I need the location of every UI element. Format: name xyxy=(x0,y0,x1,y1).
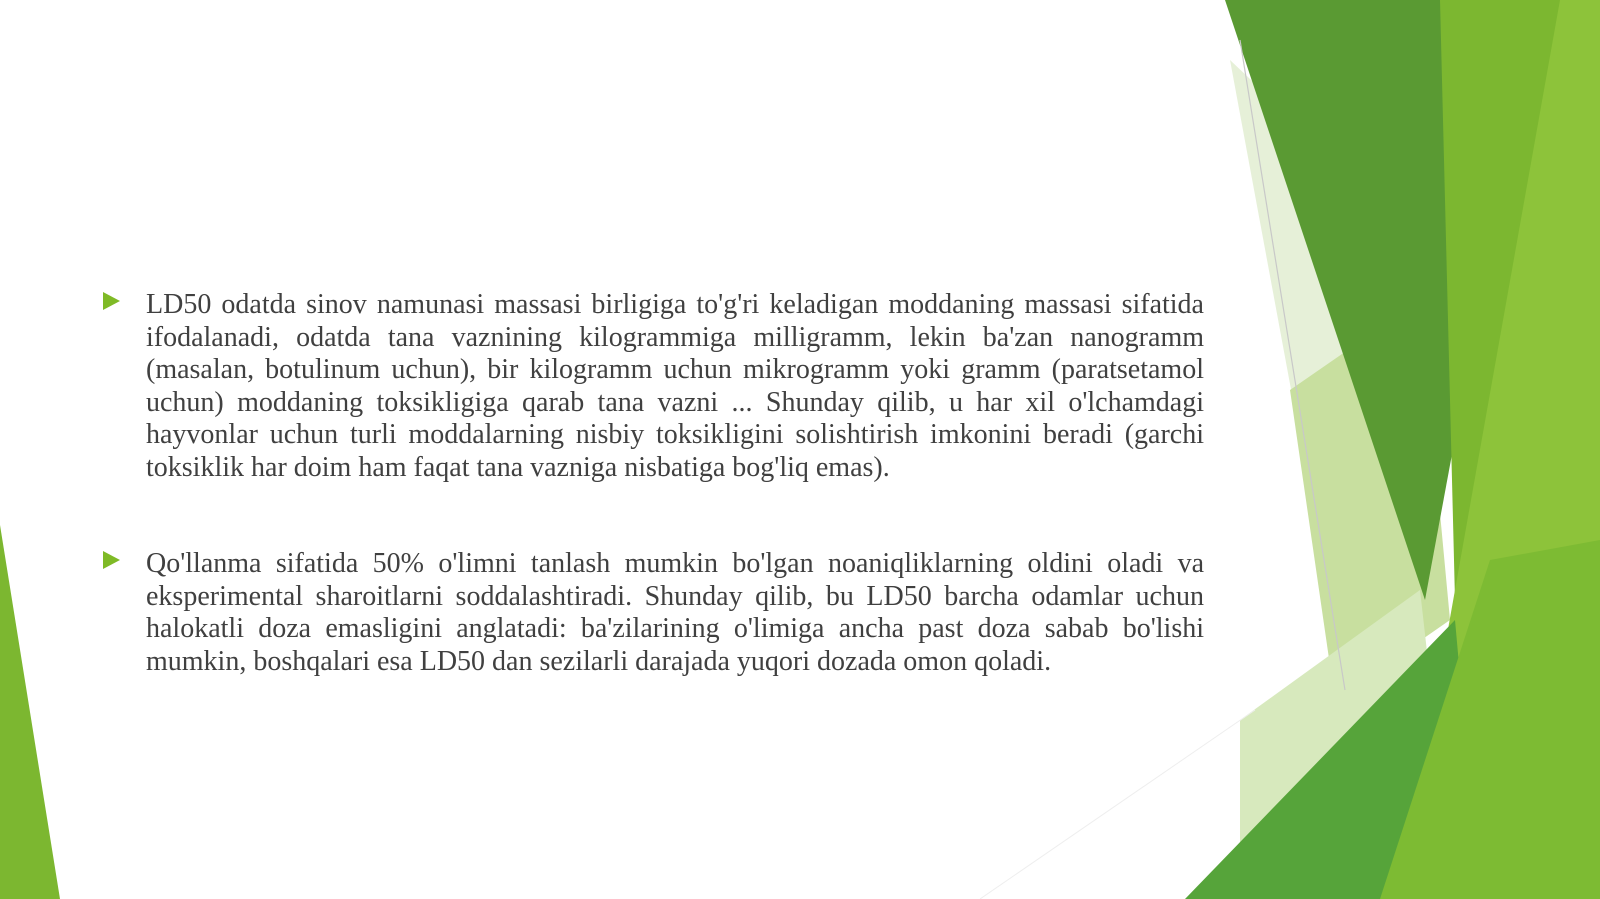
left-green-band xyxy=(0,525,60,899)
bullet-item-2 xyxy=(100,548,1204,678)
triangle-bullet-icon xyxy=(103,551,120,569)
triangle-bullet-icon xyxy=(103,292,120,310)
bullet-text-2: Qo'llanma sifatida 50% o'limni tanlash mumkin bo'lgan noaniqliklarning oldini oladi va eksperimental sharoitlarni soddalashtiradi. Shunday qilib, bu LD50 barcha odamlar uchun halokatli doza emasligini anglatadi: ba'zilarining o'limiga ancha past doza sabab bo'lishi mumkin, boshqalari esa LD50 dan sezilarli darajada yuqori dozada omon qoladi. xyxy=(146,548,1204,677)
bullet-text-1: LD50 odatda sinov namunasi massasi birligiga to'g'ri keladigan moddaning massasi sifatida ifodalanadi, odatda tana vaznining kilogrammiga milligramm, lekin ba'zan nanogramm (masalan, botulinum uchun), bir kilogramm uchun mikrogramm yoki gramm (paratsetamol uchun) moddaning toksikligiga qarab tana vazni ... Shunday qilib, u har xil o'lchamdagi hayvonlar uchun turli moddalarning nisbiy toksikligini solishtirish imkonini beradi (garchi toksiklik har doim ham faqat tana vazniga nisbatiga bog'liq emas). xyxy=(146,289,1204,483)
bullet-item-1 xyxy=(100,289,1204,484)
content-area xyxy=(100,289,1204,678)
